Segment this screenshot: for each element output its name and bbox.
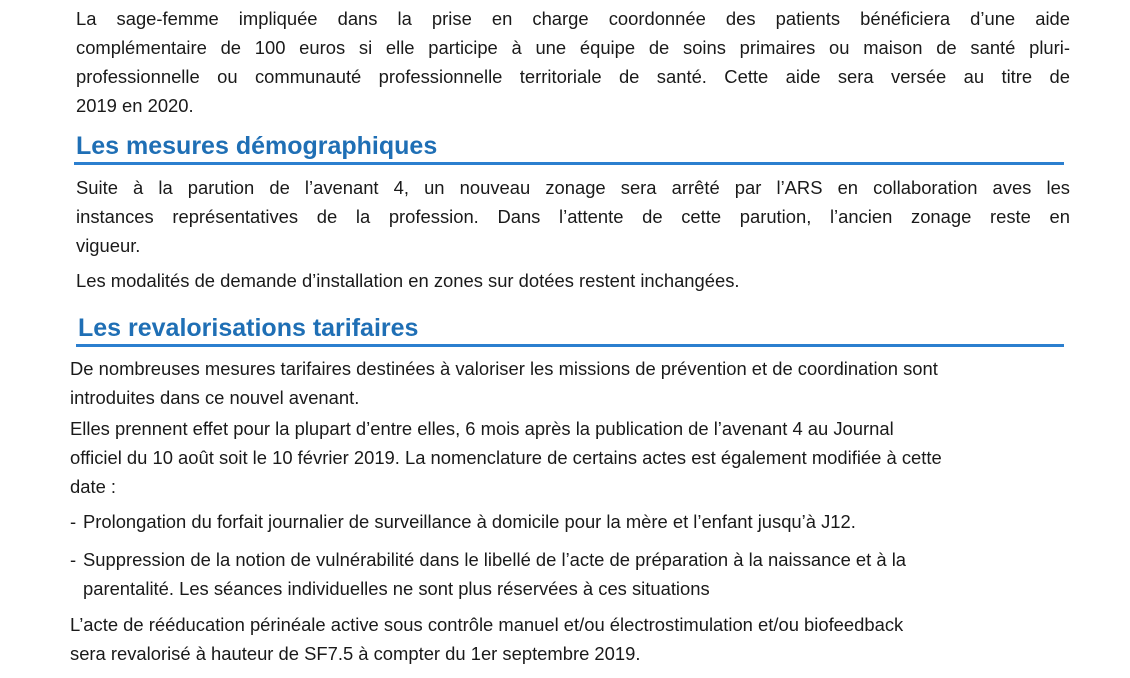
text-line: 2019 en 2020. bbox=[76, 95, 194, 116]
bullet-item bbox=[70, 507, 1070, 536]
text-line: date : bbox=[70, 476, 117, 497]
text-line: sera revalorisé à hauteur de SF7.5 à compter du 1er septembre 2019. bbox=[70, 643, 641, 664]
bullet-marker: - bbox=[70, 549, 77, 570]
heading-underline bbox=[76, 344, 1064, 347]
tariffs-paragraph-2 bbox=[70, 414, 1070, 501]
text-line: Les modalités de demande d’installation en zones sur dotées restent inchangées. bbox=[76, 270, 740, 291]
bullet-item bbox=[70, 545, 1070, 603]
bullet-marker: - bbox=[70, 511, 77, 532]
text-line: complémentaire de 100 euros si elle participe à une équipe de soins primaires ou maison de santé pluri- bbox=[76, 37, 1070, 58]
bullet-text: Prolongation du forfait journalier de surveillance à domicile pour la mère et l’enfant jusqu’à J12. bbox=[83, 511, 856, 532]
heading-underline bbox=[74, 162, 1064, 165]
section-heading-tariffs bbox=[76, 313, 1064, 347]
tariffs-paragraph-1 bbox=[70, 354, 1070, 412]
heading-text: Les mesures démographiques bbox=[76, 132, 438, 160]
text-line: La sage-femme impliquée dans la prise en charge coordonnée des patients bénéficiera d’une aide bbox=[76, 8, 1070, 29]
demographics-paragraph bbox=[76, 173, 1070, 260]
bullet-text: Suppression de la notion de vulnérabilité dans le libellé de l’acte de préparation à la naissance et à la bbox=[83, 549, 907, 570]
text-line: L’acte de rééducation périnéale active sous contrôle manuel et/ou électrostimulation et/ou biofeedback bbox=[70, 614, 904, 635]
demographics-paragraph-2 bbox=[76, 266, 1070, 295]
tariffs-paragraph-3 bbox=[70, 610, 1070, 668]
text-line: Suite à la parution de l’avenant 4, un nouveau zonage sera arrêté par l’ARS en collaboration aves les bbox=[76, 177, 1070, 198]
text-line: professionnelle ou communauté professionnelle territoriale de santé. Cette aide sera versée au titre de bbox=[76, 66, 1070, 87]
text-line: vigueur. bbox=[76, 235, 141, 256]
bullet-text: parentalité. Les séances individuelles ne sont plus réservées à ces situations bbox=[83, 578, 710, 599]
text-line: De nombreuses mesures tarifaires destinées à valoriser les missions de prévention et de coordination sont bbox=[70, 358, 938, 379]
text-line: instances représentatives de la profession. Dans l’attente de cette parution, l’ancien zonage reste en bbox=[76, 206, 1070, 227]
text-line: Elles prennent effet pour la plupart d’entre elles, 6 mois après la publication de l’avenant 4 au Journal bbox=[70, 418, 894, 439]
heading-text: Les revalorisations tarifaires bbox=[78, 314, 419, 342]
text-line: officiel du 10 août soit le 10 février 2019. La nomenclature de certains actes est également modifiée à cette bbox=[70, 447, 942, 468]
section-heading-demographics bbox=[74, 131, 1064, 165]
text-line: introduites dans ce nouvel avenant. bbox=[70, 387, 360, 408]
intro-paragraph bbox=[76, 4, 1070, 120]
